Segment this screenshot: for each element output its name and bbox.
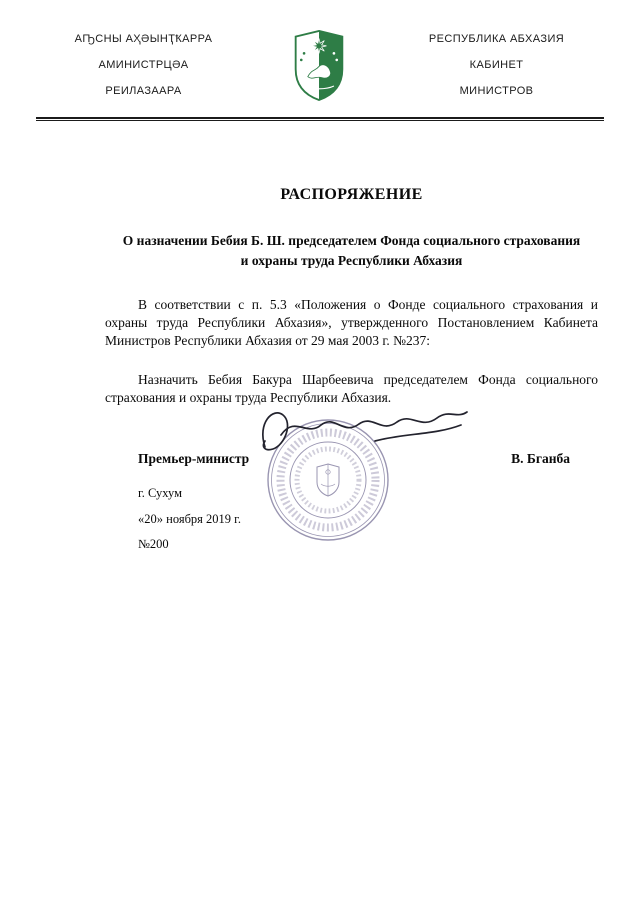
- header-abkhazian-block: [36, 26, 251, 104]
- document-body: [0, 124, 640, 641]
- footer-city: г. Сухум: [138, 486, 183, 501]
- footer-date: «20» ноября 2019 г.: [138, 511, 242, 526]
- document-subject: О назначении Бебия Б. Ш. председателем Фонда социального страхования и охраны труда Республики Абхазия: [122, 233, 581, 269]
- header-right-line-1: РЕСПУБЛИКА АБХАЗИЯ: [428, 33, 565, 45]
- paragraph-legal-basis: В соответствии с п. 5.3 «Положения о Фонде социального страхования и охраны труда Республики Абхазия», утвержденного Постановлением Кабинета Министров Республики Абхазия от 29 мая 2003 г. №237:: [105, 296, 598, 349]
- signer-name: В. Бганба: [511, 451, 570, 467]
- header-left-line-3: РЕИЛАЗААРА: [105, 85, 182, 97]
- document-header: [36, 26, 604, 108]
- header-left-line-2: АМИНИСТРЦӘА: [98, 59, 189, 71]
- signature-block: [105, 451, 598, 641]
- paragraph-appointment: Назначить Бебия Бакура Шарбеевича председателем Фонда социального страхования и охраны труда Республики Абхазия.: [105, 371, 598, 405]
- document-footer: [138, 481, 598, 558]
- document-title: РАСПОРЯЖЕНИЕ: [280, 186, 423, 203]
- handwritten-signature: [255, 403, 475, 461]
- signer-position: Премьер-министр: [138, 451, 250, 467]
- header-left-line-1: АҦСНЫ АҲӘЫНҬҞАРРА: [74, 33, 213, 45]
- header-divider: [36, 117, 604, 121]
- coat-of-arms-icon: [291, 28, 349, 108]
- header-right-line-3: МИНИСТРОВ: [459, 85, 534, 97]
- footer-number: №200: [138, 537, 169, 552]
- header-right-line-2: КАБИНЕТ: [469, 59, 524, 71]
- header-russian-block: [389, 26, 604, 104]
